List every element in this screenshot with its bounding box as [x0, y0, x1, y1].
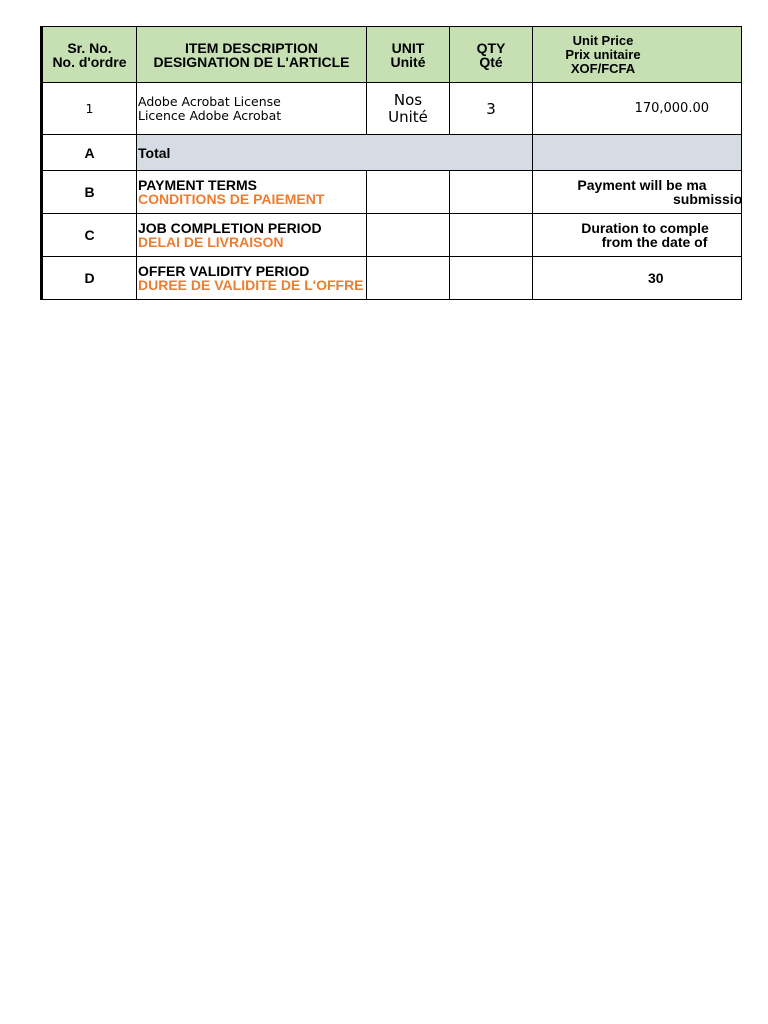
completion-period-label: C — [42, 214, 137, 257]
completion-period-value-line2: from the date of — [601, 234, 708, 250]
completion-period-unit — [367, 214, 450, 257]
payment-terms-label: B — [42, 171, 137, 214]
header-row — [42, 27, 742, 83]
unit-price-header-fr: Prix unitaire — [565, 46, 641, 62]
item-unit-price: 170,000.00 — [533, 83, 742, 135]
total-value — [533, 135, 742, 171]
unit-price-header-en: Unit Price — [572, 32, 634, 48]
payment-terms-value-line1: Payment will be ma — [577, 177, 707, 193]
payment-terms-unit — [367, 171, 450, 214]
item-description-header-en: ITEM DESCRIPTION — [184, 39, 318, 56]
completion-period-value — [533, 214, 742, 257]
qty-header-en: QTY — [476, 39, 506, 56]
sr-no-header — [42, 27, 137, 83]
validity-period-title-fr: DUREE DE VALIDITE DE L'OFFRE — [138, 277, 364, 293]
unit-header — [367, 27, 450, 83]
payment-terms-title-en: PAYMENT TERMS — [138, 177, 258, 193]
item-description — [137, 83, 367, 135]
completion-period-qty — [450, 214, 533, 257]
validity-period-row — [42, 257, 742, 300]
payment-terms-qty — [450, 171, 533, 214]
item-description-header-fr: DESIGNATION DE L'ARTICLE — [153, 53, 350, 70]
payment-terms-title — [137, 171, 367, 214]
unit-price-header-currency: XOF/FCFA — [570, 60, 636, 76]
quotation-table-area — [40, 26, 743, 304]
item-unit-line1: Nos — [393, 90, 423, 109]
completion-period-title — [137, 214, 367, 257]
unit-header-en: UNIT — [391, 39, 425, 56]
validity-period-value: 30 — [533, 257, 742, 300]
sr-no-header-en: Sr. No. — [67, 39, 112, 56]
unit-header-fr: Unité — [390, 53, 426, 70]
qty-header — [450, 27, 533, 83]
validity-period-title — [137, 257, 367, 300]
completion-period-title-en: JOB COMPLETION PERIOD — [138, 220, 322, 236]
payment-terms-row — [42, 171, 742, 214]
total-label: A — [42, 135, 137, 171]
validity-period-title-en: OFFER VALIDITY PERIOD — [138, 263, 310, 279]
completion-period-title-fr: DELAI DE LIVRAISON — [138, 234, 284, 250]
quotation-table — [40, 26, 742, 300]
item-sr-no: 1 — [42, 83, 137, 135]
table-row — [42, 83, 742, 135]
validity-period-qty — [450, 257, 533, 300]
item-description-en: Adobe Acrobat License — [138, 93, 281, 109]
qty-header-fr: Qté — [479, 53, 503, 70]
item-description-header — [137, 27, 367, 83]
item-qty: 3 — [450, 83, 533, 135]
validity-period-unit — [367, 257, 450, 300]
total-row — [42, 135, 742, 171]
validity-period-label: D — [42, 257, 137, 300]
payment-terms-value — [533, 171, 742, 214]
completion-period-row — [42, 214, 742, 257]
unit-price-header — [533, 27, 742, 83]
payment-terms-value-line2: submissio — [673, 191, 743, 207]
item-unit — [367, 83, 450, 135]
payment-terms-title-fr: CONDITIONS DE PAIEMENT — [138, 191, 325, 207]
sr-no-header-fr: No. d'ordre — [52, 53, 127, 70]
total-text: Total — [137, 135, 533, 171]
completion-period-value-line1: Duration to comple — [581, 220, 709, 236]
item-description-fr: Licence Adobe Acrobat — [138, 107, 282, 123]
item-unit-line2: Unité — [388, 107, 428, 126]
